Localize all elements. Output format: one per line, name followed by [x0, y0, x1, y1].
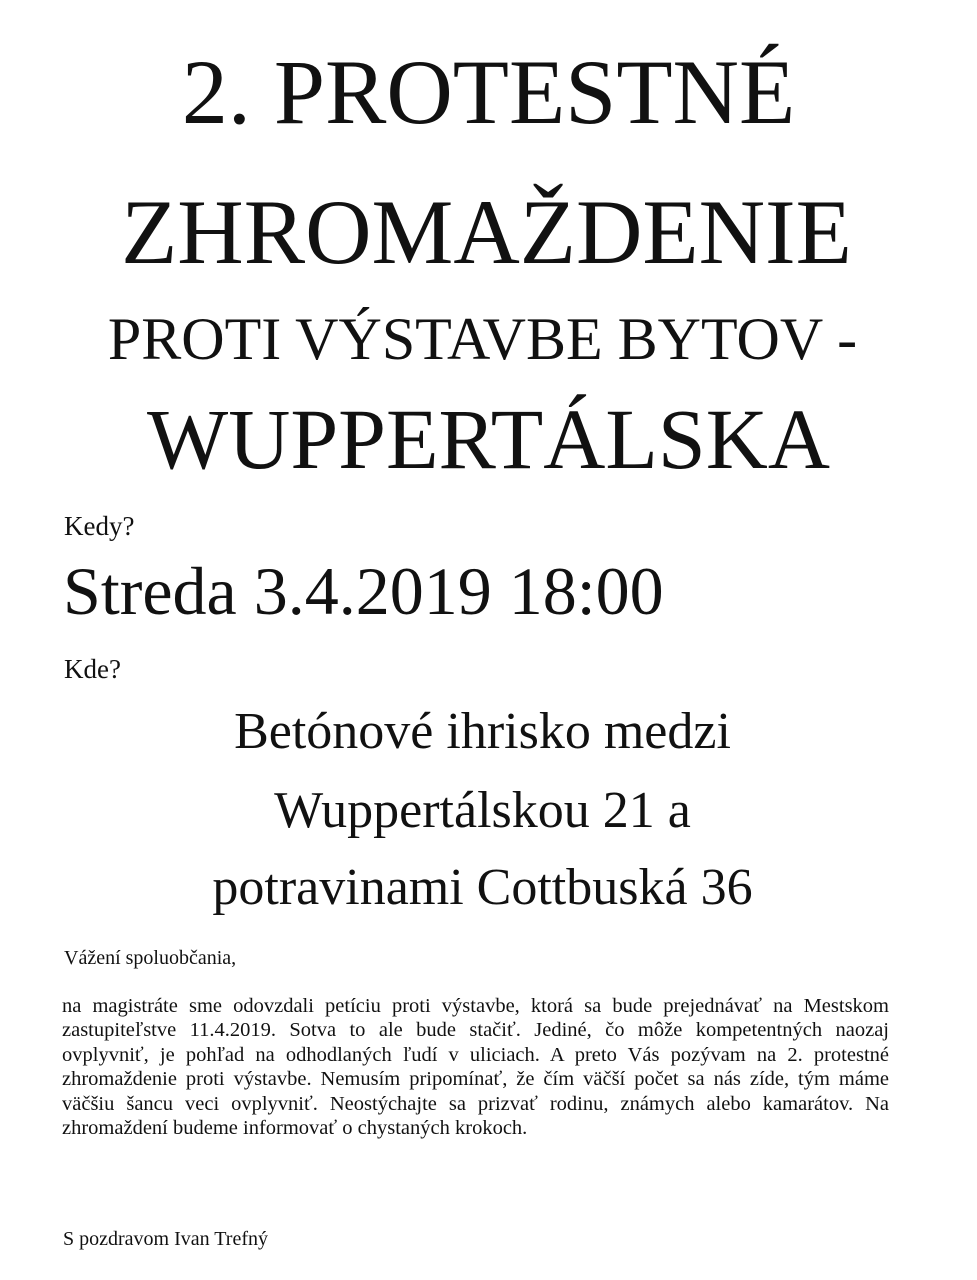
where-label: Kde?: [64, 654, 121, 684]
letter-greeting: Vážení spoluobčania,: [64, 947, 237, 969]
headline-line-3: PROTI VÝSTAVBE BYTOV -: [107, 306, 858, 372]
letter-body: na magistráte sme odovzdali petíciu proti výstavbe, ktorá sa bude prejednávať na Mestskom zastupiteľstve 11.4.2019. Sotva to ale bude stačiť. Jediné, čo môže kompetentných naozaj ovplyvniť, je pohľad na odhodlaných ľudí v uliciach. A preto Vás pozývam na 2. protestné zhromaždenie proti výstavbe. Nemusím pripomínať, že čím väčší počet sa nás zíde, tým máme väčšiu šancu veci ovplyvniť. Neostýchajte sa prizvať rodinu, známych alebo kamarátov. Na zhromaždení budeme informovať o chystaných krokoch.: [62, 995, 889, 1140]
letter-signature: S pozdravom Ivan Trefný: [63, 1228, 268, 1250]
where-line-1: Betónové ihrisko medzi: [234, 703, 731, 760]
headline-line-1: 2. PROTESTNÉ: [181, 41, 796, 143]
where-line-2: Wuppertálskou 21 a: [274, 782, 691, 839]
when-label: Kedy?: [64, 511, 135, 541]
headline-line-2: ZHROMAŽDENIE: [121, 181, 852, 283]
headline-line-4: WUPPERTÁLSKA: [147, 391, 830, 487]
when-value: Streda 3.4.2019 18:00: [63, 553, 664, 629]
where-line-3: potravinami Cottbuská 36: [212, 859, 753, 916]
